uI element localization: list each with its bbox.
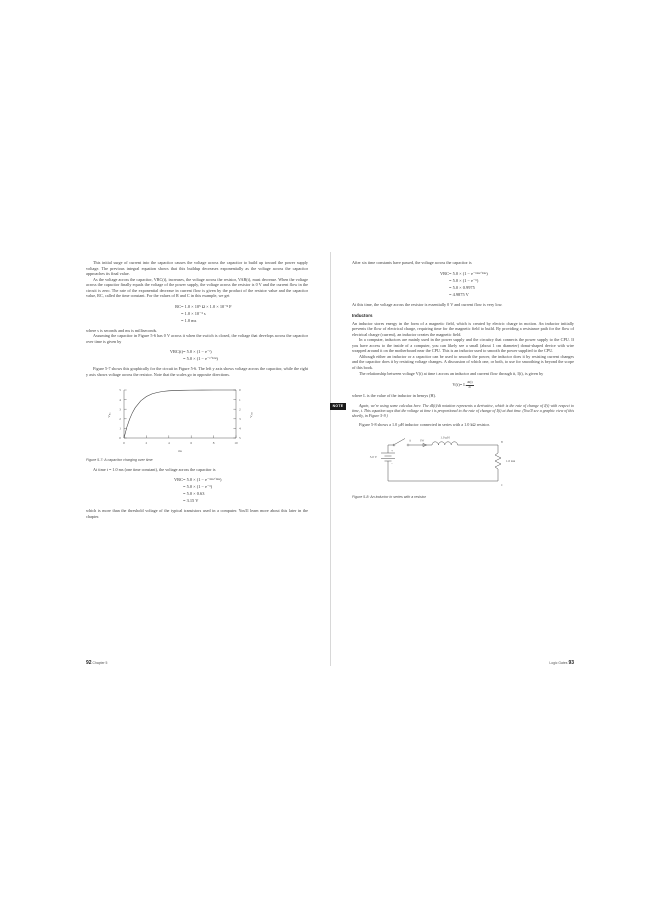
equation-sixtau-line-3: = 5.0 × 0.9975 [449, 284, 475, 290]
section-heading-inductors: Inductors [352, 313, 373, 319]
chart-curve-capacitor-charging [124, 390, 236, 438]
paragraph-inductor-definition: An inductor stores energy in the form of a magnetic field, which is created by electric charge in motion. An inductor initially prevents the flow of electrical charge, requiring time for the magnetic field to build. By providing a resistance path for the flow of electrical charge (current), an inductor creates the magnetic field. [352, 320, 574, 337]
note-block [332, 402, 574, 419]
equation-rc-lhs: RC [175, 303, 181, 309]
note-badge: NOTE [330, 403, 346, 410]
right-page-footer [549, 660, 574, 666]
equation-vrc-1ms-line-2: = 5.0 × (1 − e⁻¹) [183, 484, 213, 490]
equation-sixtau-lhs: VRC [439, 270, 449, 276]
paragraph-initial-surge: This initial surge of current into the capacitor causes the voltage across the capacitor to build up toward the power supply voltage. The previous integral equation shows that this buildup decreases exponentially as the voltage across the capacitor approaches its final value. [86, 260, 308, 277]
switch-current-label: SW [419, 439, 425, 443]
equation-sixtau-line-2: = 5.0 × (1 − e⁻⁶) [449, 277, 479, 283]
paragraph-inductor-relationship: The relationship between voltage V(t) at time t across an inductor and current flow through it, I(t), is given by [359, 370, 544, 376]
equation-inductor-rhs: = L [459, 382, 466, 388]
equation-rc-line-1: = 1.0 × 10⁵ Ω × 1.0 × 10⁻⁸ F [181, 303, 232, 309]
equation-vrc-1ms-line-3: = 5.0 × 0.63 [183, 491, 205, 497]
equation-vrc-at-1ms [86, 476, 308, 504]
circuit-wires [388, 445, 498, 481]
chart-axes [124, 390, 236, 438]
svg-text:0: 0 [119, 435, 121, 440]
capacitor-charging-plot [86, 384, 308, 454]
paragraph-figure-57-ref: Figure 5-7 shows this graphically for the circuit in Figure 5-6. The left y axis shows voltage across the capacitor, while the right y axis shows voltage across the resistor. Note that the scales go in opposite directions. [86, 366, 308, 378]
svg-text:8: 8 [212, 440, 215, 445]
equation-inductor-lhs: V(t) [452, 382, 460, 388]
chart-right-y-ticks [233, 388, 253, 440]
left-page-footer [86, 660, 107, 666]
paragraph-where-l-henrys: where L is the value of the inductor in henrys (H). [352, 393, 436, 399]
right-page-number: 93 [568, 660, 574, 666]
chart-left-y-ticks [107, 388, 127, 440]
left-page [62, 252, 330, 676]
equation-vrc-1ms-line-1: = 5.0 × (1 − e⁻¹ᵐˢᐟ¹ᵐˢ) [183, 477, 222, 483]
svg-text:4: 4 [119, 397, 121, 402]
svg-text:4: 4 [167, 440, 170, 445]
right-footer-text: Logic Gates [549, 661, 568, 665]
paragraph-inductor-vs-capacitor: Although either an inductor or a capacitor can be used to smooth the power, the inductor does it by resisting current changes and the capacitor does it by resisting voltage changes. A discussion of which one, or both, to use for smoothing is beyond the scope of this book. [352, 353, 574, 370]
equation-rc-line-3: = 1.0 ms [181, 317, 197, 323]
equation-sixtau-line-1: = 5.0 × (1 − e⁻⁶ᵐˢᐟ¹ᵐˢ) [449, 270, 488, 276]
node-b-label: B [501, 441, 503, 445]
supply-voltage-label: 5.0 V [369, 455, 377, 460]
equation-vrc-1ms-lhs: VRC [173, 477, 183, 483]
inductor-symbol [426, 436, 462, 446]
svg-text:3: 3 [239, 416, 241, 421]
equation-rc-time-constant [86, 303, 308, 324]
equation-inductor-derivative [466, 381, 474, 389]
left-footer-text: Chapter 5 [92, 661, 108, 665]
svg-text:0: 0 [239, 387, 241, 392]
svg-text:2: 2 [119, 416, 121, 421]
equation-vrc-six-tau [352, 270, 574, 298]
battery-plus-sign: + [391, 449, 393, 454]
equation-inductor-voltage [352, 381, 574, 389]
svg-text:1: 1 [119, 426, 121, 431]
node-a-label: A [408, 439, 412, 443]
battery-minus-sign: − [391, 462, 393, 467]
chart-x-axis-label: ms [178, 448, 182, 453]
figure-5-8-circuit [352, 431, 574, 499]
derivative-numerator: dI(t) [466, 380, 473, 385]
svg-text:5: 5 [239, 435, 241, 440]
equation-sixtau-line-4: = 4.9875 V [449, 291, 469, 297]
derivative-denominator: dt [468, 384, 472, 389]
resistor-value-label: 1.0 kΩ [506, 459, 516, 464]
node-a-marker [409, 440, 427, 447]
equation-vrc-1ms-line-4: = 3.15 V [183, 498, 199, 504]
paragraph-assuming-capacitor: Assuming the capacitor in Figure 5-6 has 0 V across it when the switch is closed, the voltage that develops across the capacitor over time is given by [86, 333, 308, 344]
svg-text:6: 6 [190, 440, 193, 445]
node-c-label: C [501, 484, 503, 488]
figure-5-7-caption: Figure 5-7: A capacitor charging over time [86, 457, 153, 462]
svg-text:5: 5 [119, 387, 121, 392]
figure-5-8-caption: Figure 5-8: An inductor in series with a resistor [352, 495, 426, 500]
left-page-number: 92 [86, 660, 92, 666]
chart-left-y-axis-label: $V_{RC}$ [107, 411, 112, 418]
paragraph-six-time-constants: After six time constants have passed, the voltage across the capacitor is [352, 260, 472, 265]
paragraph-current-flow-low: At this time, the voltage across the resistor is essentially 0 V and current flow is very low. [352, 301, 503, 307]
figure-5-7-chart [86, 384, 308, 462]
paragraph-threshold-voltage: which is more than the threshold voltage of the typical transistors used in a computer. You'll learn more about this later in the chapter. [86, 508, 308, 519]
battery-symbol [370, 449, 395, 466]
paragraph-units: where s is seconds and ms is milliseconds. [86, 327, 158, 333]
svg-text:2: 2 [145, 440, 148, 445]
equation-vrc-line-1: = 5.0 × (1 − e⁻ᵗ) [183, 349, 212, 355]
paragraph-at-time-one-tau: At time t = 1.0 ms (one time constant), the voltage across the capacitor is [93, 466, 216, 472]
svg-text:2: 2 [239, 406, 241, 411]
equation-vrc-of-t [86, 348, 308, 362]
paragraph-voltage-across: As the voltage across the capacitor, VRC(t), increases, the voltage across the resistor, VAB(t), must decrease. When the voltage across the capacitor finally equals the voltage of the power supply, the voltage across the resistor is 0 V and the current flow in the circuit is zero. The rate of the exponential decrease in current flow is given by the product of the resistor value and the capacitor value, RC, called the time constant. For the values of R and C in this example, we get [86, 276, 308, 299]
resistor-symbol [495, 453, 516, 469]
svg-text:1: 1 [239, 397, 241, 402]
inductor-value-label: 1.0 µH [440, 435, 450, 440]
svg-text:4: 4 [239, 426, 241, 431]
right-page [330, 252, 598, 676]
svg-text:3: 3 [119, 406, 121, 411]
paragraph-figure-58-ref: Figure 5-8 shows a 1.0 µH inductor connected in series with a 1.0 kΩ resistor. [359, 421, 490, 427]
svg-text:10: 10 [234, 440, 238, 445]
paragraph-inductor-in-computer: In a computer, inductors are mainly used in the power supply and the circuitry that connects the power supply to the CPU. If you have access to the inside of a computer, you can likely see a small (about 1 cm diameter) donut-shaped device with wire wrapped around it on the motherboard near the CPU. This is an inductor used to smooth the power supplied to the CPU. [352, 337, 574, 354]
equation-vrc-lhs: VRC(t) [169, 349, 183, 355]
inductor-resistor-circuit [352, 431, 574, 493]
book-spread [62, 252, 598, 676]
equation-vrc-line-2: = 5.0 × (1 − e⁻ᵗᐟ¹ᵐˢ) [183, 356, 218, 362]
equation-rc-line-2: = 1.0 × 10⁻³ s [181, 310, 206, 316]
chart-right-y-axis-label: $V_{AB}$ [249, 411, 254, 418]
note-text: Again, we're using some calculus here. The dI(t)/dt notation represents a derivative, which is the rate of change of I(t) with respect to time, t. This equation says that the voltage at time t is proportional to the rate of change of I(t) at that time. (You'll see a graphic view of this shortly, in Figure 5-9.) [352, 402, 574, 419]
svg-text:0: 0 [123, 440, 125, 445]
